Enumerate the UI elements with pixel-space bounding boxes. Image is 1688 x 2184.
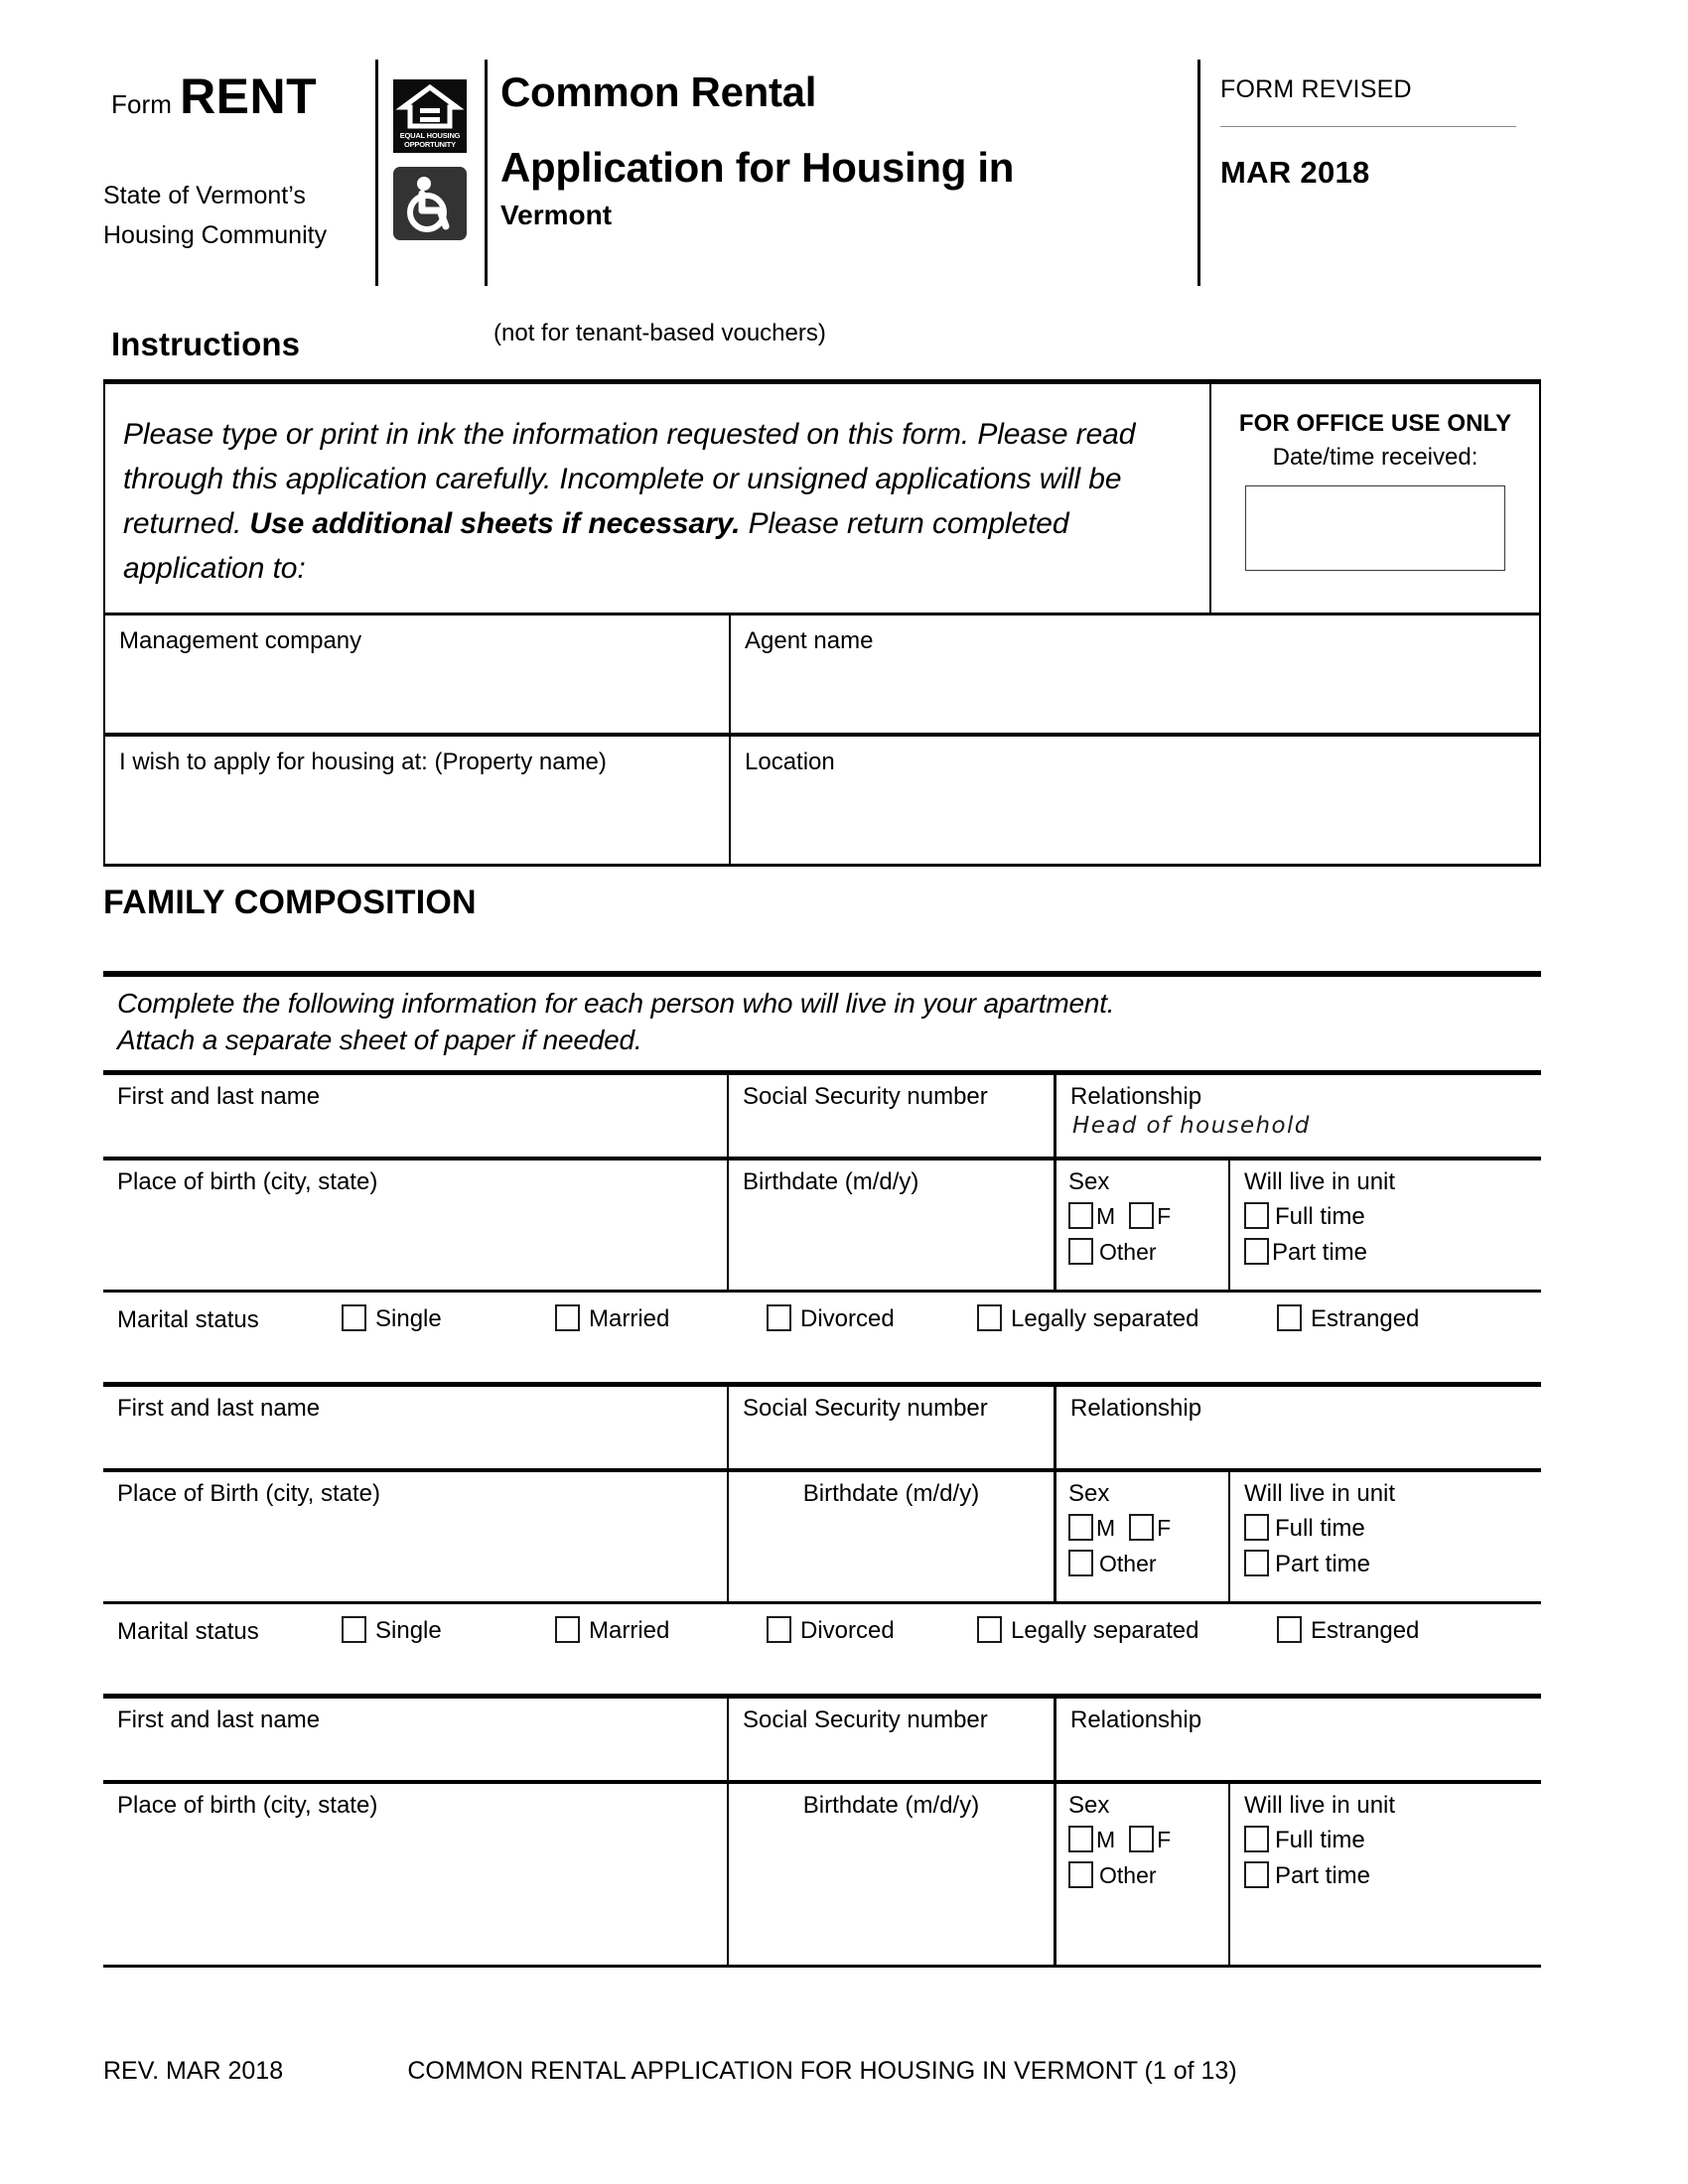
marital-status-label: Marital status: [117, 1618, 259, 1645]
form-word: Form: [111, 89, 173, 119]
ssn-label: Social Security number: [743, 1706, 988, 1733]
checkbox-sex-female[interactable]: [1129, 1202, 1154, 1229]
marital-status-row: [103, 1293, 1541, 1358]
will-live-in-unit-cell: [1230, 1472, 1541, 1601]
marital-estranged-label: Estranged: [1311, 1617, 1420, 1644]
person-birth-row: [103, 1784, 1541, 1968]
family-composition-heading: FAMILY COMPOSITION: [103, 884, 477, 921]
state-line-1: State of Vermont’s: [103, 182, 306, 209]
will-live-in-unit-cell: [1230, 1784, 1541, 1965]
instructions-heading: Instructions: [111, 326, 301, 362]
ssn-cell[interactable]: [729, 1699, 1056, 1780]
marital-divorced-label: Divorced: [800, 1617, 895, 1644]
checkbox-sex-male[interactable]: [1068, 1202, 1093, 1229]
checkbox-marital-single[interactable]: [342, 1304, 366, 1331]
checkbox-marital-married[interactable]: [555, 1616, 580, 1643]
eho-line-2: OPPORTUNITY: [404, 139, 456, 149]
first-last-name-cell[interactable]: [103, 1387, 729, 1468]
checkbox-marital-divorced[interactable]: [767, 1616, 791, 1643]
relationship-cell[interactable]: [1056, 1387, 1541, 1468]
relationship-cell[interactable]: [1056, 1075, 1541, 1157]
sex-options-row-1: [1068, 1826, 1224, 1853]
management-row: [105, 615, 1539, 737]
form-revised-date: MAR 2018: [1220, 155, 1370, 190]
instructions-row: [105, 384, 1539, 615]
birthdate-label: Birthdate (m/d/y): [743, 1168, 919, 1195]
checkbox-part-time[interactable]: [1244, 1238, 1269, 1265]
instructions-note: (not for tenant-based vouchers): [493, 320, 826, 346]
marital-married-label: Married: [589, 1305, 670, 1332]
sex-other-label: Other: [1099, 1239, 1157, 1265]
sex-cell: [1056, 1160, 1230, 1290]
person-block: [103, 1070, 1541, 1358]
checkbox-sex-other[interactable]: [1068, 1550, 1093, 1576]
checkbox-marital-estranged[interactable]: [1277, 1616, 1302, 1643]
form-revised-block: [1220, 75, 1578, 191]
checkbox-part-time[interactable]: [1244, 1861, 1269, 1888]
sex-options-row-2: [1068, 1550, 1224, 1577]
marital-divorced-label: Divorced: [800, 1305, 895, 1332]
sex-options-row-1: [1068, 1202, 1224, 1230]
family-composition-rule: [103, 971, 1541, 977]
sex-cell: [1056, 1784, 1230, 1965]
will-live-in-unit-cell: [1230, 1160, 1541, 1290]
full-time-label: Full time: [1275, 1203, 1365, 1230]
ssn-label: Social Security number: [743, 1395, 988, 1422]
footer-title: COMMON RENTAL APPLICATION FOR HOUSING IN VERMONT (1 of 13): [407, 2057, 1237, 2085]
masthead-divider-1: [375, 60, 378, 286]
marital-option-married[interactable]: [555, 1616, 669, 1645]
marital-option-estranged[interactable]: [1277, 1616, 1419, 1645]
sex-options-row-2: [1068, 1861, 1224, 1889]
person-identity-row: [103, 1075, 1541, 1160]
checkbox-full-time[interactable]: [1244, 1514, 1269, 1541]
first-last-name-label: First and last name: [117, 1395, 321, 1422]
marital-option-married[interactable]: [555, 1304, 669, 1333]
marital-option-single[interactable]: [342, 1304, 442, 1333]
place-of-birth-label: Place of birth (city, state): [117, 1168, 378, 1195]
agent-name-label: Agent name: [745, 627, 874, 654]
checkbox-sex-male[interactable]: [1068, 1826, 1093, 1852]
checkbox-marital-legally-separated[interactable]: [977, 1304, 1002, 1331]
office-use-title: FOR OFFICE USE ONLY: [1238, 410, 1512, 437]
marital-single-label: Single: [375, 1305, 442, 1332]
marital-option-legally-separated[interactable]: [977, 1304, 1198, 1333]
marital-legally-separated-label: Legally separated: [1011, 1305, 1199, 1332]
sex-label: Sex: [1068, 1480, 1110, 1507]
instructions-text-part-1: Please type or print in ink the information requested on this form. Please read through this application carefully. Incomplete or unsigned applications will be returned.: [123, 418, 1136, 540]
ssn-cell[interactable]: [729, 1387, 1056, 1468]
sex-female-label: F: [1157, 1203, 1172, 1229]
instructions-text-part-2: Please return completed application to:: [123, 507, 1069, 585]
instructions-box: [103, 379, 1541, 867]
place-of-birth-label: Place of Birth (city, state): [117, 1480, 380, 1507]
place-of-birth-cell[interactable]: [103, 1472, 729, 1601]
management-company-label: Management company: [119, 627, 362, 654]
will-live-label: Will live in unit: [1244, 1168, 1396, 1195]
form-revised-label: FORM REVISED: [1220, 75, 1412, 103]
first-last-name-cell[interactable]: [103, 1075, 729, 1157]
footer-revision: REV. MAR 2018: [103, 2057, 284, 2085]
sex-options-row-1: [1068, 1514, 1224, 1542]
title-line-2: Application for Housing in: [500, 144, 1015, 191]
checkbox-full-time[interactable]: [1244, 1202, 1269, 1229]
part-time-option: [1244, 1550, 1537, 1578]
property-row: [105, 737, 1539, 864]
checkbox-sex-other[interactable]: [1068, 1238, 1093, 1265]
marital-option-single[interactable]: [342, 1616, 442, 1645]
birthdate-cell[interactable]: [729, 1160, 1056, 1290]
form-code: RENT: [180, 68, 318, 124]
full-time-option: [1244, 1826, 1537, 1854]
marital-single-label: Single: [375, 1617, 442, 1644]
instructions-text-bold: Use additional sheets if necessary.: [249, 507, 741, 540]
checkbox-sex-female[interactable]: [1129, 1826, 1154, 1852]
person-identity-row: [103, 1699, 1541, 1784]
place-of-birth-label: Place of birth (city, state): [117, 1792, 378, 1819]
first-last-name-label: First and last name: [117, 1706, 321, 1733]
person-block: [103, 1382, 1541, 1670]
will-live-label: Will live in unit: [1244, 1480, 1396, 1507]
checkbox-marital-single[interactable]: [342, 1616, 366, 1643]
checkbox-sex-other[interactable]: [1068, 1861, 1093, 1888]
sex-female-label: F: [1157, 1827, 1172, 1852]
person-block: [103, 1694, 1541, 1968]
full-time-option: [1244, 1514, 1537, 1543]
masthead-divider-3: [1197, 60, 1200, 286]
checkbox-full-time[interactable]: [1244, 1826, 1269, 1852]
sex-cell: [1056, 1472, 1230, 1601]
relationship-label: Relationship: [1070, 1706, 1202, 1733]
marital-status-row: [103, 1604, 1541, 1670]
instructions-text-cell: [105, 384, 1211, 613]
part-time-option: [1244, 1861, 1537, 1890]
part-time-label: Part time: [1272, 1239, 1368, 1266]
sex-male-label: M: [1096, 1515, 1116, 1541]
location-label: Location: [745, 749, 835, 775]
birthdate-label: Birthdate (m/d/y): [802, 1480, 980, 1507]
sex-other-label: Other: [1099, 1551, 1157, 1576]
sex-other-label: Other: [1099, 1862, 1157, 1888]
checkbox-marital-legally-separated[interactable]: [977, 1616, 1002, 1643]
full-time-label: Full time: [1275, 1515, 1365, 1542]
form-identifier: [111, 68, 317, 125]
full-time-label: Full time: [1275, 1827, 1365, 1853]
sex-options-row-2: [1068, 1238, 1224, 1266]
marital-option-divorced[interactable]: [767, 1616, 895, 1645]
part-time-label: Part time: [1275, 1551, 1371, 1577]
place-of-birth-cell[interactable]: [103, 1160, 729, 1290]
birthdate-label: Birthdate (m/d/y): [802, 1792, 980, 1819]
accessibility-wheelchair-icon: [393, 167, 467, 240]
checkbox-marital-married[interactable]: [555, 1304, 580, 1331]
eho-line-1: EQUAL HOUSING: [399, 131, 461, 140]
sex-male-label: M: [1096, 1203, 1116, 1229]
ssn-label: Social Security number: [743, 1083, 988, 1110]
relationship-value: Head of household: [1072, 1113, 1311, 1139]
sex-female-label: F: [1157, 1515, 1172, 1541]
checkbox-marital-estranged[interactable]: [1277, 1304, 1302, 1331]
marital-estranged-label: Estranged: [1311, 1305, 1420, 1332]
ssn-cell[interactable]: [729, 1075, 1056, 1157]
equal-housing-logo-text: [393, 132, 467, 149]
person-birth-row: [103, 1160, 1541, 1293]
title-line-1: Common Rental: [500, 68, 817, 115]
relationship-label: Relationship: [1070, 1083, 1202, 1110]
checkbox-marital-divorced[interactable]: [767, 1304, 791, 1331]
state-line-2: Housing Community: [103, 221, 328, 249]
masthead-divider-2: [485, 60, 488, 286]
part-time-option: [1244, 1238, 1537, 1267]
document-title: [500, 66, 1186, 232]
checkbox-sex-male[interactable]: [1068, 1514, 1093, 1541]
office-use-cell: [1211, 384, 1539, 613]
document-masthead: [103, 58, 1593, 306]
full-time-option: [1244, 1202, 1537, 1231]
title-line-3: Vermont: [500, 200, 613, 230]
location-cell[interactable]: [731, 737, 1539, 864]
birthdate-cell[interactable]: [729, 1784, 1056, 1965]
office-date-input[interactable]: [1245, 485, 1505, 571]
marital-legally-separated-label: Legally separated: [1011, 1617, 1199, 1644]
relationship-cell[interactable]: [1056, 1699, 1541, 1780]
property-name-cell[interactable]: [105, 737, 731, 864]
will-live-label: Will live in unit: [1244, 1792, 1396, 1819]
family-composition-intro: [117, 985, 1537, 1058]
checkbox-part-time[interactable]: [1244, 1550, 1269, 1576]
birthdate-cell[interactable]: [729, 1472, 1056, 1601]
marital-option-divorced[interactable]: [767, 1304, 895, 1333]
relationship-label: Relationship: [1070, 1395, 1202, 1422]
first-last-name-cell[interactable]: [103, 1699, 729, 1780]
sex-label: Sex: [1068, 1168, 1110, 1195]
management-company-cell[interactable]: [105, 615, 731, 733]
person-birth-row: [103, 1472, 1541, 1604]
sex-label: Sex: [1068, 1792, 1110, 1819]
office-date-label: Date/time received:: [1272, 444, 1478, 471]
part-time-label: Part time: [1275, 1862, 1371, 1889]
property-name-label: I wish to apply for housing at: (Property name): [119, 749, 607, 775]
equal-housing-opportunity-icon: [393, 79, 467, 153]
sex-male-label: M: [1096, 1827, 1116, 1852]
marital-status-label: Marital status: [117, 1306, 259, 1333]
checkbox-sex-female[interactable]: [1129, 1514, 1154, 1541]
place-of-birth-cell[interactable]: [103, 1784, 729, 1965]
marital-married-label: Married: [589, 1617, 670, 1644]
person-identity-row: [103, 1387, 1541, 1472]
marital-option-estranged[interactable]: [1277, 1304, 1419, 1333]
instructions-paragraph: [123, 412, 1184, 591]
agent-name-cell[interactable]: [731, 615, 1539, 733]
first-last-name-label: First and last name: [117, 1083, 321, 1110]
family-intro-line-2: Attach a separate sheet of paper if needed.: [117, 1024, 642, 1055]
form-revised-divider: [1220, 126, 1516, 127]
family-intro-line-1: Complete the following information for each person who will live in your apartment.: [117, 988, 1115, 1019]
marital-option-legally-separated[interactable]: [977, 1616, 1198, 1645]
masthead-left: [103, 58, 371, 286]
